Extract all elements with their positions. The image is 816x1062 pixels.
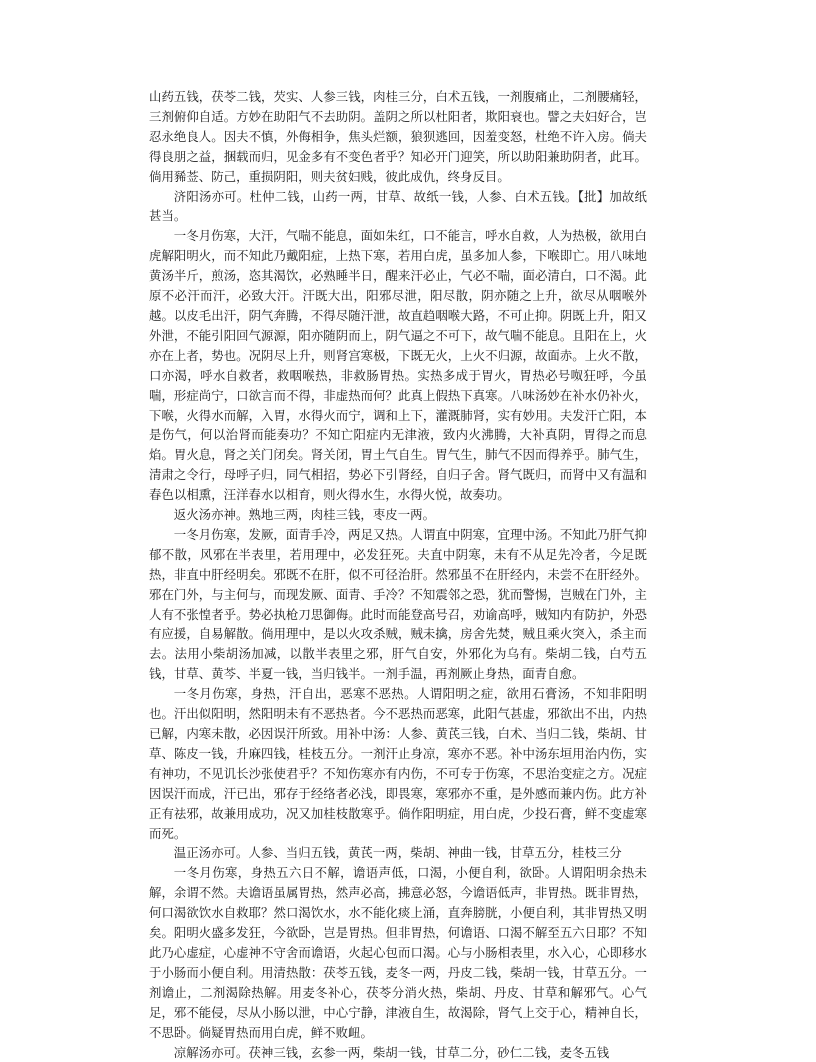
body-text: [149, 87, 647, 1062]
paragraph: 一冬月伤寒，发厥，面青手冷，两足又热。人谓直中阴寒，宜理中汤。不知此乃肝气抑郁不散，风邪在半表里，若用理中，必发狂死。夫直中阴寒，未有不从足先冷者，今足既热，非直中肝经明矣。邪既不在肝，似不可径治肝。然邪虽不在肝经内，未尝不在肝经外。邪在门外，与主何与，而现发厥、面青、手冷？不知震邻之恐，犹而警惕，岂贼在门外，主人有不张惶者乎。势必执枪刀思御侮。此时而能登高号召，劝谕高呼，贼知内有防护，外恐有应援，自易解散。倘用理中，是以火攻杀贼，贼未擒，房舍先焚，贼且乘火突入，杀主而去。法用小柴胡汤加减，以散半表里之邪，肝气自安，外邪化为乌有。柴胡二钱，白芍五钱，甘草、黄芩、半夏一钱，当归钱半。一剂手温，再剂厥止身热，面青自愈。: [149, 525, 647, 684]
paragraph: 温正汤亦可。人参、当归五钱，黄芪一两，柴胡、神曲一钱，甘草五分，桂枝三分: [149, 843, 647, 863]
paragraph: 一冬月伤寒，身热，汗自出，恶寒不恶热。人谓阳明之症，欲用石膏汤，不知非阳明也。汗出似阳明，然阳明未有不恶热者。今不恶热而恶寒，此阳气甚虚，邪欲出不出，内热已解，内寒未散，必因误汗所致。用补中汤：人参、黄芪三钱，白术、当归二钱，柴胡、甘草、陈皮一钱，升麻四钱，桂枝五分。一剂汗止身凉，寒亦不恶。补中汤东垣用治内伤，实有神功，不见讥长沙张使君乎？不知伤寒亦有内伤，不可专于伤寒，不思治变症之方。况症因误汗而成，汗已出，邪存于经络者必浅，即畏寒，寒邪亦不重，是外感而兼内伤。此方补正有祛邪，故兼用成功，况又加桂枝散寒乎。倘作阳明症，用白虎，少投石膏，鲜不变虚寒而死。: [149, 684, 647, 843]
paragraph: 返火汤亦神。熟地三两，肉桂三钱，枣皮一两。: [149, 505, 647, 525]
paragraph: 一冬月伤寒，大汗，气喘不能息，面如朱红，口不能言，呼水自救，人为热极，欲用白虎解阳明火，而不知此乃戴阳症，上热下寒，若用白虎，虽多加人参，下喉即亡。用八味地黄汤半斤，煎汤，恣其渴饮，必熟睡半日，醒来汗必止，气必不喘，面必清白，口不渴。此原不必汗而汗，必致大汗。汗既大出，阳邪尽泄，阳尽散，阴亦随之上升，欲尽从咽喉外越。以皮毛出汗，阴气奔腾，不得尽随汗泄，故直趋咽喉大路，不可止抑。阴既上升，阳又外泄，不能引阳回气源源，阳亦随阴而上，阴气逼之不可下，故气喘不能息。且阳在上，火亦在上者，势也。况阴尽上升，则肾宫寒极，下既无火，上火不归源，故面赤。上火不散，口亦渴，呼水自救者，救咽喉热，非救肠胃热。实热多成于胃火，胃热必号呶狂呼，今虽喘，形症尚宁，口欲言而不得，非虚热而何？此真上假热下真寒。八味汤妙在补水仍补火，下喉，火得水而解，入胃，水得火而宁，调和上下，灌溉肺肾，实有妙用。夫发汗亡阳，本是伤气，何以治肾而能奏功？不知亡阳症内无津液，致内火沸腾，大补真阴，胃得之而息焰。胃火息，肾之关门闭矣。肾关闭，胃土气自生。胃气生，肺气不因而得养乎。肺气生，清肃之令行，母呼子归，同气相招，势必下引肾经，自归子舍。肾气既归，而肾中又有温和春色以相熏，汪洋春水以相育，则火得水生，水得火悦，故奏功。: [149, 226, 647, 505]
paragraph: 凉解汤亦可。茯神三钱，玄参一两，柴胡一钱，甘草二分，砂仁二钱，麦冬五钱: [149, 1043, 647, 1062]
paragraph: 山药五钱，茯苓二钱，芡实、人参三钱，肉桂三分，白术五钱，一剂腹痛止，二剂腰痛轻，三剂俯仰自适。方妙在助阳气不去助阴。盖阴之所以杜阳者，欺阳衰也。譬之夫妇好合，岂忍永绝良人。因夫不慎，外侮相争，焦头烂额，狼狈逃回，因羞变怒，杜绝不许入房。倘夫得良朋之益，捆载而归，见金多有不变色者乎？知必开门迎笑，所以助阳兼助阴者，此耳。倘用豨莶、防己，重损阴阳，则夫贫妇贱，彼此成仇，终身反目。: [149, 87, 647, 187]
paragraph: 济阳汤亦可。杜仲二钱，山药一两，甘草、故纸一钱，人参、白术五钱。【批】加故纸甚当。: [149, 187, 647, 227]
paragraph: 一冬月伤寒，身热五六日不解，谵语声低，口渴，小便自利，欲卧。人谓阳明余热未解，余谓不然。夫谵语虽属胃热，然声必高，拂意必怒，今谵语低声，非胃热。既非胃热，何口渴欲饮水自救耶？然口渴饮水，水不能化痰上涌，直奔膀胱，小便自利，其非胃热又明矣。阳明火盛多发狂，今欲卧，岂是胃热。但非胃热，何谵语、口渴不解至五六日耶？不知此乃心虚症，心虚神不守舍而谵语，火起心包而口渴。心与小肠相表里，水入心，心即移水于小肠而小便自利。用清热散：茯苓五钱，麦冬一两，丹皮二钱，柴胡一钱，甘草五分。一剂谵止，二剂渴除热解。用麦冬补心，茯苓分消火热，柴胡、丹皮、甘草和解邪气。心气足，邪不能侵，尽从小肠以泄，中心宁静，津液自生，故渴除，肾气上交于心，精神自长，不思卧。倘疑胃热而用白虎，鲜不败衄。: [149, 863, 647, 1042]
